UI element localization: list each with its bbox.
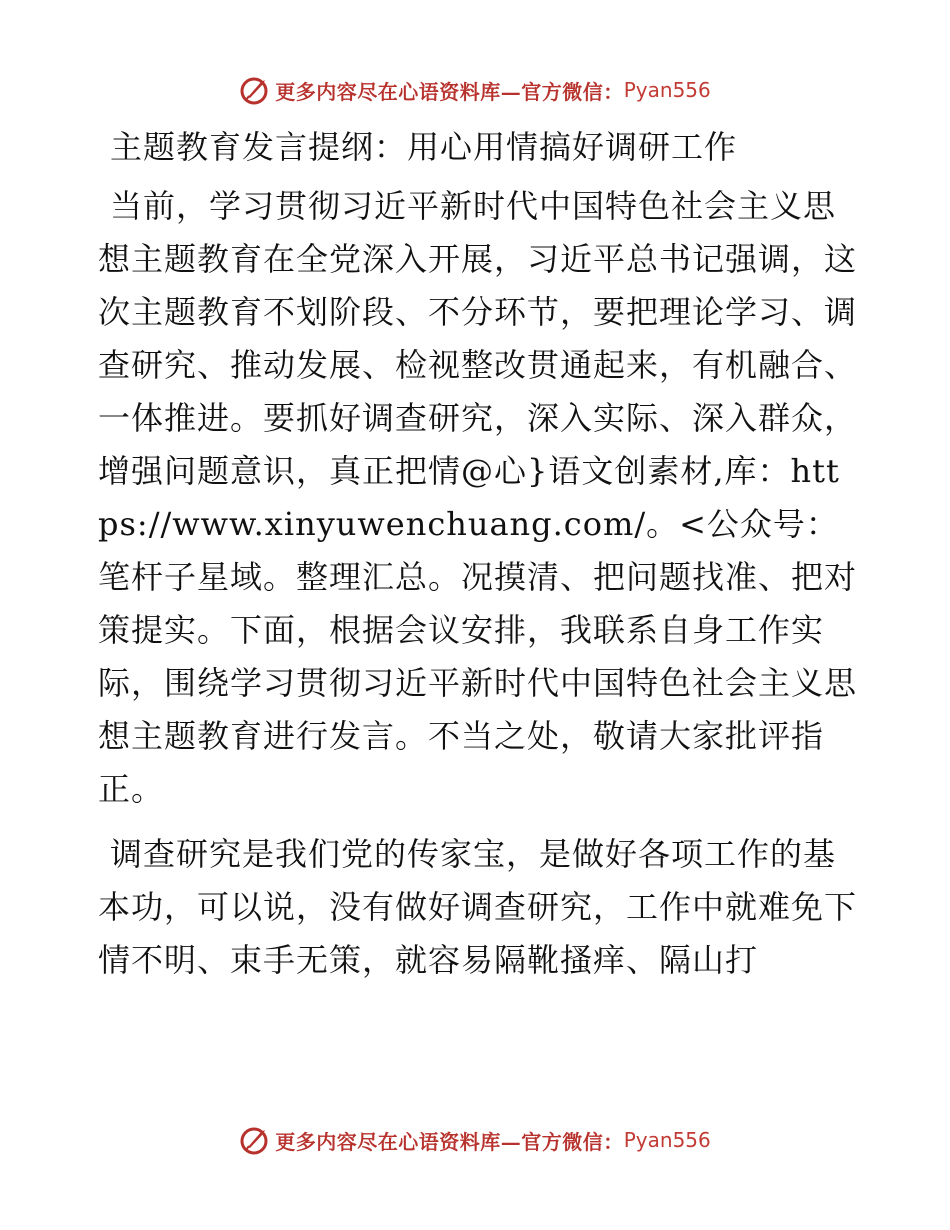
document-title: 主题教育发言提纲：用心用情搞好调研工作 (110, 128, 738, 166)
footer-banner-handle: Pyan556 (623, 1128, 711, 1152)
paragraph-2: 调查研究是我们党的传家宝，是做好各项工作的基本功，可以说，没有做好调查研究，工作中就难免下情不明、束手无策，就容易隔靴搔痒、隔山打 (98, 835, 858, 979)
header-banner-text: 更多内容尽在心语资料库—官方微信： (275, 79, 624, 104)
quill-logo-icon (239, 74, 271, 106)
document-body (98, 118, 858, 999)
header-banner (0, 70, 950, 110)
footer-banner (0, 1120, 950, 1160)
footer-banner-text: 更多内容尽在心语资料库—官方微信： (275, 1129, 624, 1154)
header-banner-handle: Pyan556 (623, 78, 711, 102)
quill-logo-icon (239, 1124, 271, 1156)
paragraph-1: 当前，学习贯彻习近平新时代中国特色社会主义思想主题教育在全党深入开展，习近平总书记强调，这次主题教育不划阶段、不分环节，要把理论学习、调查研究、推动发展、检视整改贯通起来，有机融合、一体推进。要抓好调查研究，深入实际、深入群众，增强问题意识，真正把情@心}语文创素材,库：https://www.xinyuwenchuang.com/。<公众号：笔杆子星域。整理汇总。况摸清、把问题找准、把对策提实。下面，根据会议安排，我联系自身工作实际，围绕学习贯彻习近平新时代中国特色社会主义思想主题教育进行发言。不当之处，敬请大家批评指正。 (98, 187, 858, 808)
